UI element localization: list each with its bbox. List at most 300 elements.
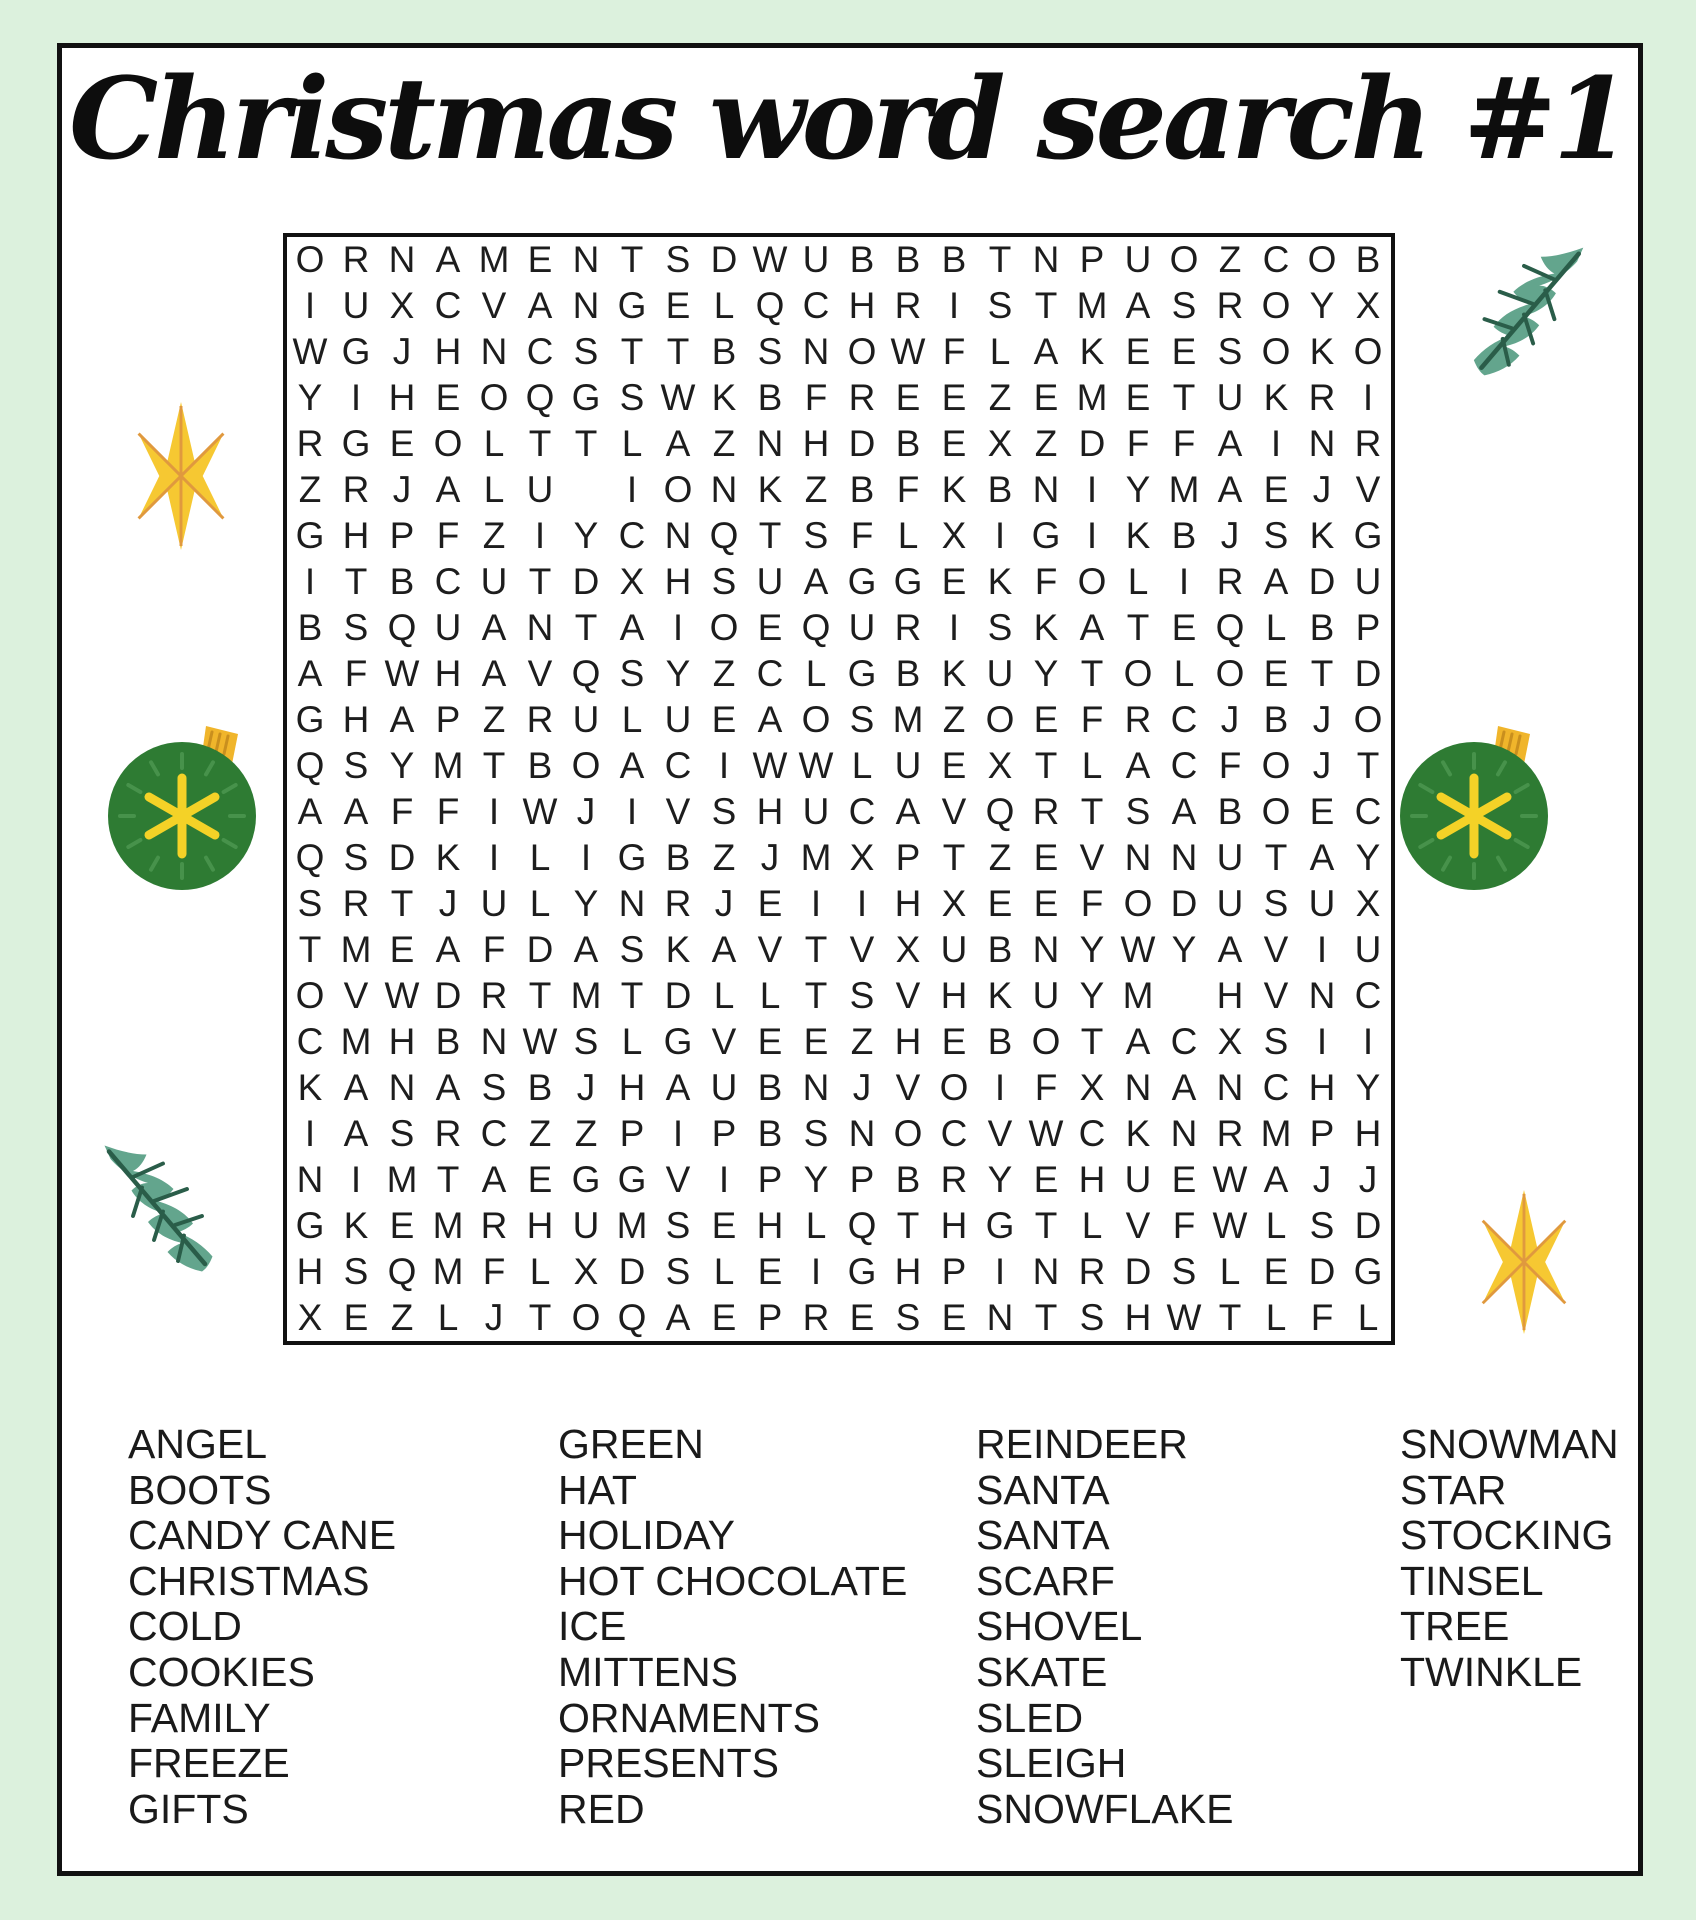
grid-letter-cell: P [1079,239,1105,280]
word-list-item: STAR [1400,1466,1507,1513]
grid-letter-cell: K [1079,331,1105,372]
grid-letter-cell: V [757,929,783,970]
grid-letter-cell: U [1354,929,1382,970]
grid-letter-cell: C [1354,975,1382,1016]
grid-row [287,1295,1391,1341]
grid-letter-cell: H [1216,975,1244,1016]
grid-letter-cell: T [988,239,1012,280]
grid-letter-cell: W [522,791,558,832]
grid-letter-cell: L [805,653,827,694]
grid-letter-cell: E [803,1021,829,1062]
grid-letter-cell: U [526,469,554,510]
grid-letter-cell: J [1220,515,1240,556]
grid-letter-cell: M [892,699,924,740]
word-list-item: HAT [558,1466,637,1513]
grid-letter-cell: F [1218,745,1242,786]
grid-letter-cell: L [805,1205,827,1246]
grid-letter-cell: E [757,1251,783,1292]
grid-letter-cell: A [665,1067,691,1108]
word-list-item: TINSEL [1400,1557,1544,1604]
grid-letter-cell: Y [573,515,599,556]
grid-letter-cell: L [759,975,781,1016]
grid-row [287,283,1391,329]
grid-letter-cell: Z [988,837,1012,878]
word-list-item: COLD [128,1603,242,1650]
grid-row [287,835,1391,881]
grid-letter-cell: E [711,1205,737,1246]
grid-letter-cell: T [528,1297,552,1338]
grid-row [287,605,1391,651]
grid-letter-cell: Q [295,745,325,786]
grid-letter-cell: J [392,331,412,372]
grid-letter-cell: U [802,239,830,280]
grid-letter-cell: T [1172,377,1196,418]
grid-row [287,1065,1391,1111]
grid-letter-cell: I [1316,1021,1328,1062]
grid-letter-cell: I [534,515,546,556]
grid-letter-cell: W [752,239,788,280]
grid-letter-cell: C [1354,791,1382,832]
grid-letter-cell: T [390,883,414,924]
grid-letter-cell: H [756,791,784,832]
grid-letter-cell: R [342,239,370,280]
grid-letter-cell: N [1032,469,1060,510]
grid-letter-cell: G [341,423,371,464]
grid-letter-cell: I [994,1251,1006,1292]
grid-letter-cell: S [297,883,323,924]
grid-letter-cell: B [665,837,691,878]
grid-letter-cell: Q [387,607,417,648]
word-list-item: HOT CHOCOLATE [558,1557,908,1604]
grid-letter-cell: P [389,515,415,556]
grid-letter-cell: L [529,837,551,878]
grid-letter-cell: G [1353,1251,1383,1292]
grid-letter-cell: A [435,469,461,510]
grid-letter-cell: T [1356,745,1380,786]
grid-letter-cell: S [665,1205,691,1246]
grid-letter-cell: A [573,929,599,970]
grid-letter-cell: D [1308,1251,1336,1292]
grid-letter-cell: U [480,561,508,602]
grid-letter-cell: T [1034,285,1058,326]
grid-letter-cell: G [295,1205,325,1246]
grid-letter-cell: S [987,607,1013,648]
grid-letter-cell: A [343,1113,369,1154]
grid-letter-cell: S [619,929,645,970]
grid-letter-cell: A [711,929,737,970]
grid-letter-cell: S [1217,331,1243,372]
grid-letter-cell: L [529,883,551,924]
grid-row [287,237,1391,283]
grid-letter-cell: E [1171,607,1197,648]
grid-letter-cell: A [435,929,461,970]
grid-letter-cell: R [480,1205,508,1246]
grid-letter-cell: R [1078,1251,1106,1292]
grid-letter-cell: H [526,1205,554,1246]
word-list-item: SNOWFLAKE [976,1785,1234,1832]
grid-letter-cell: C [1262,1067,1290,1108]
grid-letter-cell: H [894,883,922,924]
grid-letter-cell: V [527,653,553,694]
grid-letter-cell: C [1262,239,1290,280]
grid-letter-cell: S [849,699,875,740]
grid-letter-cell: S [1079,1297,1105,1338]
grid-letter-cell: E [343,1297,369,1338]
grid-letter-cell: V [343,975,369,1016]
word-list-item: GREEN [558,1421,704,1467]
grid-letter-cell: L [437,1297,459,1338]
grid-letter-cell: C [756,653,784,694]
grid-letter-cell: Z [712,653,736,694]
grid-letter-cell: R [480,975,508,1016]
grid-letter-cell: G [571,377,601,418]
grid-letter-cell: G [295,699,325,740]
grid-letter-cell: J [576,1067,596,1108]
grid-letter-cell: M [478,239,510,280]
grid-letter-cell: B [1217,791,1243,832]
grid-letter-cell: T [1126,607,1150,648]
grid-letter-cell: R [342,469,370,510]
grid-row [287,789,1391,835]
grid-letter-cell: A [527,285,553,326]
grid-letter-cell: E [1033,883,1059,924]
grid-letter-cell: Y [803,1159,829,1200]
grid-letter-cell: G [341,331,371,372]
grid-row [287,973,1391,1019]
grid-letter-cell: X [941,515,967,556]
grid-letter-cell: S [711,791,737,832]
grid-letter-cell: G [985,1205,1015,1246]
grid-letter-cell: S [1263,515,1289,556]
grid-letter-cell: Y [1079,975,1105,1016]
grid-letter-cell: X [297,1297,323,1338]
grid-letter-cell: R [1354,423,1382,464]
grid-letter-cell: U [756,561,784,602]
grid-letter-cell: J [576,791,596,832]
grid-letter-cell: H [1354,1113,1382,1154]
grid-letter-cell: I [488,791,500,832]
grid-letter-cell: L [713,975,735,1016]
grid-letter-cell: E [1263,653,1289,694]
grid-row [287,467,1391,513]
grid-letter-cell: M [432,745,464,786]
grid-letter-cell: R [848,377,876,418]
grid-letter-cell: B [987,469,1013,510]
grid-letter-cell: T [666,331,690,372]
grid-letter-cell: J [1312,469,1332,510]
grid-letter-cell: O [295,975,325,1016]
grid-letter-cell: V [665,1159,691,1200]
grid-letter-cell: E [389,1205,415,1246]
word-list-item: FREEZE [128,1740,290,1787]
grid-letter-cell: T [482,745,506,786]
grid-letter-cell: S [1309,1205,1335,1246]
grid-letter-cell: P [711,1113,737,1154]
grid-letter-cell: N [802,1067,830,1108]
grid-letter-cell: F [850,515,874,556]
grid-letter-cell: M [1260,1113,1292,1154]
grid-letter-cell: F [390,791,414,832]
grid-letter-cell: J [484,1297,504,1338]
grid-letter-cell: X [941,883,967,924]
grid-blank-cell [563,467,609,513]
grid-letter-cell: C [1170,745,1198,786]
grid-letter-cell: A [1217,423,1243,464]
grid-row [287,651,1391,697]
grid-letter-cell: I [1086,469,1098,510]
grid-letter-cell: I [350,377,362,418]
grid-letter-cell: O [663,469,693,510]
grid-letter-cell: N [1308,975,1336,1016]
grid-letter-cell: U [342,285,370,326]
grid-letter-cell: V [665,791,691,832]
grid-letter-cell: T [896,1205,920,1246]
grid-letter-cell: E [941,1297,967,1338]
grid-letter-cell: O [1261,331,1291,372]
grid-letter-cell: E [1171,331,1197,372]
grid-letter-cell: U [1308,883,1336,924]
grid-letter-cell: U [572,699,600,740]
grid-letter-cell: B [389,561,415,602]
word-list-item: SANTA [976,1466,1110,1513]
grid-letter-cell: F [1034,561,1058,602]
grid-letter-cell: I [948,607,960,648]
grid-letter-cell: R [940,1159,968,1200]
grid-letter-cell: P [941,1251,967,1292]
grid-letter-cell: V [895,975,921,1016]
grid-letter-cell: U [802,791,830,832]
grid-letter-cell: S [849,975,875,1016]
grid-letter-cell: O [1353,331,1383,372]
word-list-item: CANDY CANE [128,1512,397,1559]
grid-letter-cell: J [852,1067,872,1108]
grid-letter-cell: S [757,331,783,372]
grid-letter-cell: R [894,607,922,648]
grid-letter-cell: Q [847,1205,877,1246]
grid-letter-cell: H [434,331,462,372]
grid-row [287,743,1391,789]
word-search-grid [283,233,1395,1345]
word-list-item: SLEIGH [976,1740,1127,1787]
grid-letter-cell: K [1309,331,1335,372]
word-list-item: REINDEER [976,1421,1188,1467]
grid-letter-cell: U [1032,975,1060,1016]
grid-letter-cell: S [343,837,369,878]
grid-letter-cell: B [987,1021,1013,1062]
grid-letter-cell: J [714,883,734,924]
grid-letter-cell: R [664,883,692,924]
grid-row [287,1111,1391,1157]
grid-blank-cell [1161,973,1207,1019]
word-list-item: HOLIDAY [558,1512,735,1559]
grid-letter-cell: Z [1218,239,1242,280]
grid-letter-cell: V [1079,837,1105,878]
grid-letter-cell: S [481,1067,507,1108]
grid-letter-cell: T [528,423,552,464]
grid-letter-cell: T [942,837,966,878]
grid-letter-cell: O [1077,561,1107,602]
grid-letter-cell: N [986,1297,1014,1338]
grid-letter-cell: Y [1171,929,1197,970]
grid-letter-cell: W [1028,1113,1064,1154]
grid-letter-cell: H [894,1251,922,1292]
grid-letter-cell: E [1125,331,1151,372]
grid-letter-cell: H [388,377,416,418]
grid-letter-cell: A [1033,331,1059,372]
grid-letter-cell: Q [985,791,1015,832]
grid-letter-cell: N [1170,837,1198,878]
grid-letter-cell: I [718,745,730,786]
grid-letter-cell: N [618,883,646,924]
grid-letter-cell: T [1080,791,1104,832]
grid-letter-cell: I [672,1113,684,1154]
grid-letter-cell: O [1261,285,1291,326]
grid-letter-cell: R [894,285,922,326]
grid-letter-cell: V [849,929,875,970]
grid-letter-cell: I [994,1067,1006,1108]
grid-letter-cell: G [893,561,923,602]
grid-letter-cell: K [343,1205,369,1246]
grid-letter-cell: L [713,1251,735,1292]
word-list-item: SLED [976,1694,1084,1741]
grid-letter-cell: B [527,1067,553,1108]
grid-letter-cell: E [527,239,553,280]
grid-letter-cell: Q [755,285,785,326]
grid-letter-cell: K [757,469,783,510]
grid-letter-cell: K [941,469,967,510]
word-list-item: MITTENS [558,1648,738,1695]
grid-letter-cell: G [295,515,325,556]
grid-letter-cell: C [296,1021,324,1062]
grid-letter-cell: K [1309,515,1335,556]
grid-row [287,1157,1391,1203]
grid-letter-cell: G [617,1159,647,1200]
grid-letter-cell: L [529,1251,551,1292]
grid-letter-cell: Q [801,607,831,648]
word-list-column-3 [976,1422,1233,1832]
ornament-ball-icon [106,718,262,892]
grid-row [287,559,1391,605]
grid-letter-cell: H [434,653,462,694]
grid-letter-cell: W [384,975,420,1016]
grid-letter-cell: J [1220,699,1240,740]
grid-letter-cell: E [1309,791,1335,832]
grid-letter-cell: N [1124,837,1152,878]
word-list-item: CHRISTMAS [128,1557,370,1604]
grid-letter-cell: M [1168,469,1200,510]
grid-letter-cell: S [573,331,599,372]
grid-letter-cell: R [1216,1113,1244,1154]
grid-letter-cell: D [618,1251,646,1292]
grid-letter-cell: A [1171,1067,1197,1108]
grid-letter-cell: D [526,929,554,970]
grid-letter-cell: Z [942,699,966,740]
grid-letter-cell: S [987,285,1013,326]
grid-letter-cell: N [756,423,784,464]
grid-letter-cell: A [1125,745,1151,786]
grid-letter-cell: L [1173,653,1195,694]
grid-letter-cell: X [1079,1067,1105,1108]
grid-letter-cell: I [304,1113,316,1154]
grid-letter-cell: F [1172,423,1196,464]
grid-letter-cell: E [389,929,415,970]
grid-letter-cell: A [435,239,461,280]
grid-letter-cell: V [1263,929,1289,970]
grid-letter-cell: S [665,1251,691,1292]
grid-letter-cell: I [350,1159,362,1200]
grid-letter-cell: A [297,653,323,694]
grid-letter-cell: B [895,1159,921,1200]
grid-letter-cell: N [388,1067,416,1108]
grid-letter-cell: A [1263,561,1289,602]
grid-letter-cell: Z [712,837,736,878]
grid-letter-cell: L [621,699,643,740]
grid-letter-cell: S [619,653,645,694]
grid-letter-cell: O [1261,791,1291,832]
grid-letter-cell: U [434,607,462,648]
grid-letter-cell: Z [574,1113,598,1154]
grid-letter-cell: T [620,975,644,1016]
grid-letter-cell: L [1265,1297,1287,1338]
grid-letter-cell: E [1033,837,1059,878]
grid-letter-cell: D [710,239,738,280]
grid-letter-cell: S [389,1113,415,1154]
grid-letter-cell: F [1310,1297,1334,1338]
grid-letter-cell: X [389,285,415,326]
word-list-item: SHOVEL [976,1603,1143,1650]
grid-letter-cell: S [1263,1021,1289,1062]
grid-letter-cell: J [1312,1159,1332,1200]
grid-letter-cell: L [1265,607,1287,648]
grid-letter-cell: E [527,1159,553,1200]
grid-letter-cell: V [1263,975,1289,1016]
grid-letter-cell: C [526,331,554,372]
grid-letter-cell: I [580,837,592,878]
grid-letter-cell: D [1308,561,1336,602]
grid-letter-cell: A [1125,285,1151,326]
grid-letter-cell: V [987,1113,1013,1154]
grid-letter-cell: H [618,1067,646,1108]
grid-letter-cell: X [1217,1021,1243,1062]
grid-letter-cell: C [802,285,830,326]
grid-letter-cell: R [1308,377,1336,418]
word-list-item: FAMILY [128,1694,271,1741]
grid-letter-cell: T [1034,1297,1058,1338]
grid-letter-cell: W [1166,1297,1202,1338]
grid-letter-cell: E [941,745,967,786]
grid-letter-cell: I [626,791,638,832]
grid-letter-cell: L [897,515,919,556]
grid-letter-cell: S [803,1113,829,1154]
word-list-item: ANGEL [128,1421,267,1467]
grid-letter-cell: D [1354,1205,1382,1246]
grid-letter-cell: E [849,1297,875,1338]
grid-letter-cell: T [804,975,828,1016]
grid-row [287,513,1391,559]
grid-letter-cell: N [572,285,600,326]
grid-letter-cell: F [1126,423,1150,464]
grid-letter-cell: I [1316,929,1328,970]
grid-letter-cell: T [528,561,552,602]
grid-letter-cell: Q [709,515,739,556]
grid-letter-cell: O [801,699,831,740]
grid-letter-cell: W [660,377,696,418]
grid-letter-cell: E [757,883,783,924]
grid-letter-cell: B [941,239,967,280]
grid-letter-cell: N [1032,929,1060,970]
holly-leaf-icon [1448,234,1600,386]
grid-letter-cell: K [665,929,691,970]
